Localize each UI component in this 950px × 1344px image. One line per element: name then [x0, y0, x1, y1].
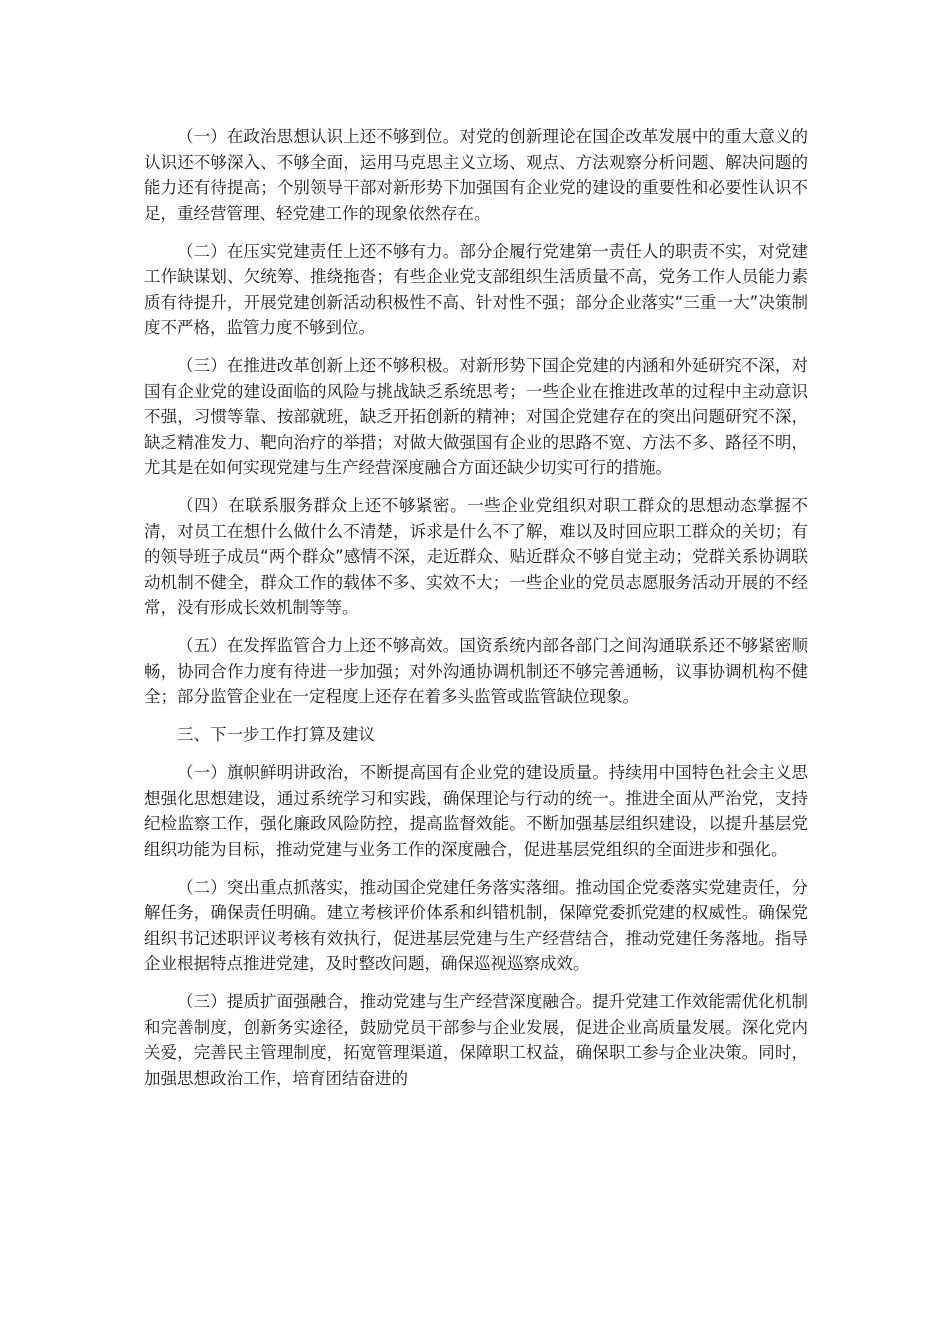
paragraph-integration: （三）提质扩面强融合，推动党建与生产经营深度融合。提升党建工作效能需优化机制和完善制度，创新务实途径，鼓励党员干部参与企业发展，促进企业高质量发展。深化党内关爱，完善民主管理制度，拓宽管理渠道，保障职工权益，确保职工参与企业决策。同时，加强思想政治工作，培育团结奋进的 — [144, 992, 808, 1088]
paragraph-politics-quality: （一）旗帜鲜明讲政治，不断提高国有企业党的建设质量。持续用中国特色社会主义思想强化思想建设，通过系统学习和实践，确保理论与行动的统一。推进全面从严治党，支持纪检监察工作，强化廉政风险防控，提高监督效能。不断加强基层组织建设，以提升基层党组织功能为目标，推动党建与业务工作的深度融合，促进基层党组织的全面进步和强化。 — [144, 763, 808, 859]
document-page — [144, 124, 808, 1104]
paragraph-serving-masses: （四）在联系服务群众上还不够紧密。一些企业党组织对职工群众的思想动态掌握不清，对员工在想什么做什么不清楚，诉求是什么不了解，难以及时回应职工群众的关切；有的领导班子成员“两个群众”感情不深，走近群众、贴近群众不够自觉主动；党群关系协调联动机制不健全，群众工作的载体不多、实效不大；一些企业的党员志愿服务活动开展的不经常，没有形成长效机制等等。 — [144, 496, 808, 617]
paragraph-reform-innovation: （三）在推进改革创新上还不够积极。对新形势下国企党建的内涵和外延研究不深，对国有企业党的建设面临的风险与挑战缺乏系统思考；一些企业在推进改革的过程中主动意识不强，习惯等靠、按部就班，缺乏开拓创新的精神；对国企党建存在的突出问题研究不深，缺乏精准发力、靶向治疗的举措；对做大做强国有企业的思路不宽、方法不多、路径不明，尤其是在如何实现党建与生产经营深度融合方面还缺少切实可行的措施。 — [144, 356, 808, 477]
paragraph-supervision-synergy: （五）在发挥监管合力上还不够高效。国资系统内部各部门之间沟通联系还不够紧密顺畅，协同合作力度有待进一步加强；对外沟通协调机制还不够完善通畅，议事协调机构不健全；部分监管企业在一定程度上还存在着多头监管或监管缺位现象。 — [144, 636, 808, 706]
paragraph-party-responsibility: （二）在压实党建责任上还不够有力。部分企履行党建第一责任人的职责不实，对党建工作缺谋划、欠统筹、推绕拖沓；有些企业党支部组织生活质量不高，党务工作人员能力素质有待提升，开展党建创新活动积极性不高、针对性不强；部分企业落实“三重一大”决策制度不严格，监管力度不够到位。 — [144, 241, 808, 337]
section-heading-next-steps: 三、下一步工作打算及建议 — [177, 725, 375, 744]
paragraph-focus-implementation: （二）突出重点抓落实，推动国企党建任务落实落细。推动国企党委落实党建责任，分解任务，确保责任明确。建立考核评价体系和纠错机制，保障党委抓党建的权威性。确保党组织书记述职评议考核有效执行，促进基层党建与生产经营结合，推动党建任务落地。指导企业根据特点推进党建，及时整改问题，确保巡视巡察成效。 — [144, 877, 808, 973]
paragraph-political-awareness: （一）在政治思想认识上还不够到位。对党的创新理论在国企改革发展中的重大意义的认识还不够深入、不够全面，运用马克思主义立场、观点、方法观察分析问题、解决问题的能力还有待提高；个别领导干部对新形势下加强国有企业党的建设的重要性和必要性认识不足，重经营管理、轻党建工作的现象依然存在。 — [144, 127, 808, 223]
